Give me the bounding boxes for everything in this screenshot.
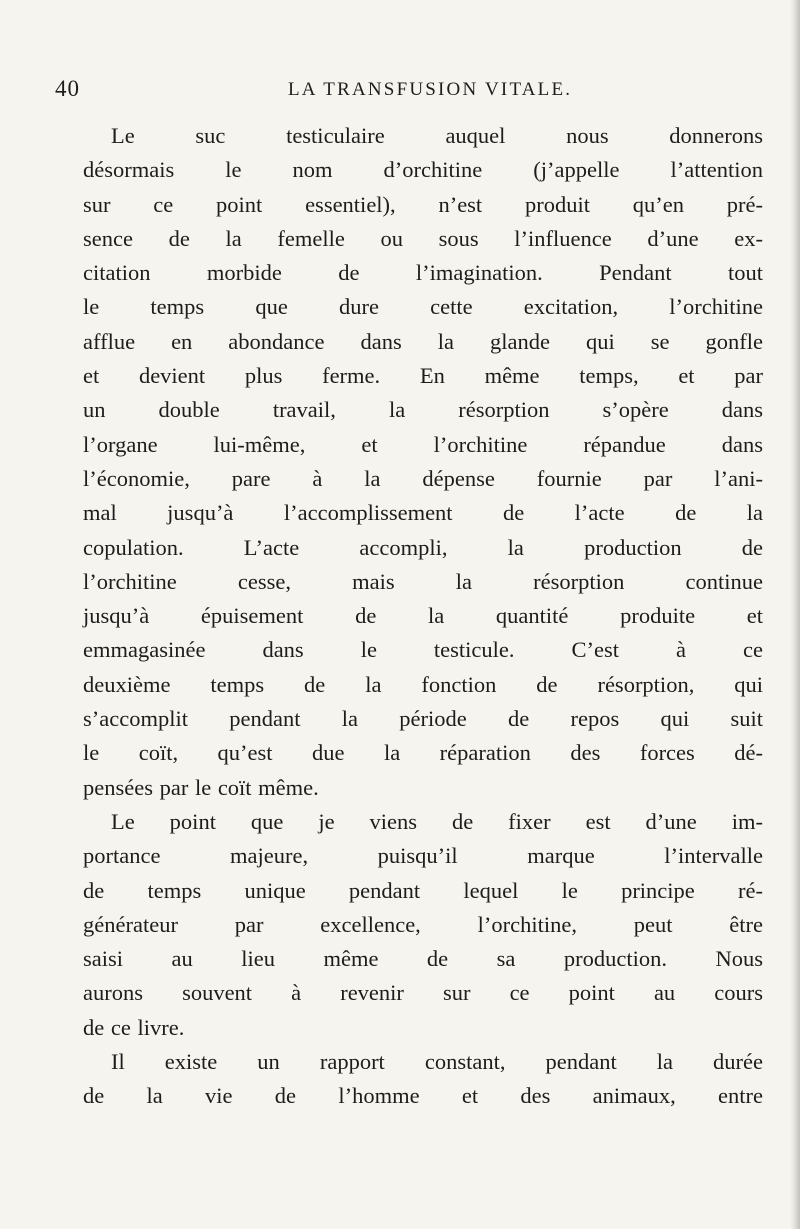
text-line: de ce livre. xyxy=(83,1014,185,1040)
text-line: le coït, qu’est due la réparation des forces dé- xyxy=(83,740,763,766)
text-line: le temps que dure cette excitation, l’orchitine xyxy=(83,294,763,320)
body-text xyxy=(83,119,763,1114)
text-line: Le point que je viens de fixer est d’une im- xyxy=(111,808,763,834)
text-line: de temps unique pendant lequel le principe ré- xyxy=(83,877,763,903)
text-line: Il existe un rapport constant, pendant la durée xyxy=(111,1049,763,1075)
text-line: pensées par le coït même. xyxy=(83,774,319,800)
text-line: afflue en abondance dans la glande qui se gonfle xyxy=(83,328,763,354)
text-line: de la vie de l’homme et des animaux, entre xyxy=(83,1083,763,1109)
text-line: aurons souvent à revenir sur ce point au cours xyxy=(83,980,763,1006)
text-line: Le suc testiculaire auquel nous donnerons xyxy=(111,123,763,148)
text-line: s’accomplit pendant la période de repos qui suit xyxy=(83,706,763,732)
text-line: générateur par excellence, l’orchitine, peut être xyxy=(83,911,763,937)
text-line: l’organe lui-même, et l’orchitine répandue dans xyxy=(83,431,763,457)
text-line: sur ce point essentiel), n’est produit qu’en pré- xyxy=(83,191,763,217)
text-line: l’orchitine cesse, mais la résorption continue xyxy=(83,568,763,594)
text-line: jusqu’à épuisement de la quantité produite et xyxy=(83,603,763,629)
text-line: deuxième temps de la fonction de résorption, qui xyxy=(83,671,763,697)
text-line: portance majeure, puisqu’il marque l’intervalle xyxy=(83,843,763,869)
text-line: saisi au lieu même de sa production. Nous xyxy=(83,946,763,972)
text-line: désormais le nom d’orchitine (j’appelle l’attention xyxy=(83,157,763,183)
page-header xyxy=(55,76,755,110)
text-line: citation morbide de l’imagination. Pendant tout xyxy=(83,260,763,286)
text-line: un double travail, la résorption s’opère dans xyxy=(83,397,763,423)
text-line: copulation. L’acte accompli, la production de xyxy=(83,534,763,560)
page-number: 40 xyxy=(55,76,80,101)
page-edge-shadow xyxy=(790,0,800,1229)
text-line: emmagasinée dans le testicule. C’est à ce xyxy=(83,637,763,663)
text-line: sence de la femelle ou sous l’influence d’une ex- xyxy=(83,225,763,251)
text-line: l’économie, pare à la dépense fournie par l’ani- xyxy=(83,465,763,491)
running-title: LA TRANSFUSION VITALE. xyxy=(288,79,573,100)
text-line: et devient plus ferme. En même temps, et par xyxy=(83,363,763,389)
text-line: mal jusqu’à l’accomplissement de l’acte de la xyxy=(83,500,763,526)
